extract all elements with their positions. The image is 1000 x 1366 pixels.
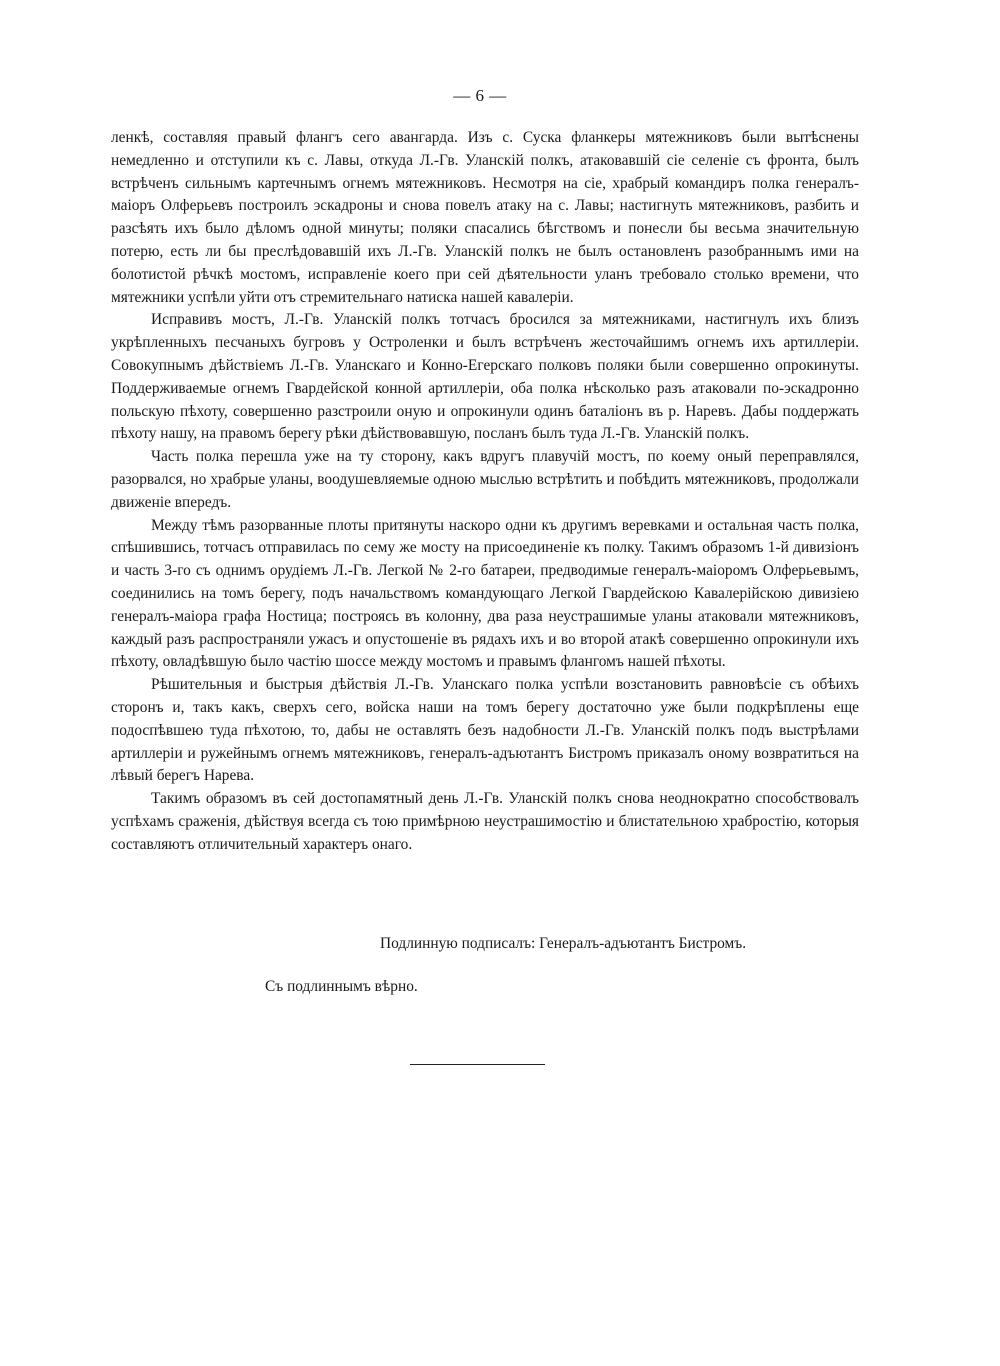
certification-note: Съ подлиннымъ вѣрно.: [265, 978, 418, 995]
paragraph: Такимъ образомъ въ сей достопамятный день Л.-Гв. Уланскій полкъ снова неоднократно способствовалъ успѣхамъ сраженія, дѣйствуя всегда съ тою примѣрною неустрашимостію и блистательною храбростію, которыя составляютъ отличительный характеръ онаго.: [111, 790, 859, 853]
paragraph: Часть полка перешла уже на ту сторону, какъ вдругъ плавучій мостъ, по коему оный переправлялся, разорвался, но храбрые уланы, воодушевляемые одною мыслью встрѣтить и побѣдить мятежниковъ, продолжали движеніе впередъ.: [111, 448, 859, 511]
signature-line: Подлинную подписалъ: Генералъ-адъютантъ Бистромъ.: [380, 935, 747, 952]
page-number: — 6 —: [453, 86, 507, 105]
paragraph: Между тѣмъ разорванные плоты притянуты наскоро одни къ другимъ веревками и остальная часть полка, спѣшившись, тотчасъ отправилась по сему же мосту на присоединеніе къ полку. Такимъ образомъ 1-й дивизіонъ и часть 3-го съ однимъ орудіемъ Л.-Гв. Легкой № 2-го батареи, предводимые генералъ-маіоромъ Олферьевымъ, соединились на томъ берегу, подъ начальствомъ командующаго Легкой Гвардейскою Кавалерійскою дивизіею генералъ-маіора графа Ностица; построясь въ колонну, два раза неустрашимые уланы атаковали мятежниковъ, каждый разъ распространяли ужасъ и опустошеніе въ рядахъ ихъ и во второй атакѣ совершенно опрокинули ихъ пѣхоту, овладѣвшую было частію шоссе между мостомъ и правымъ флангомъ нашей пѣхоты.: [111, 516, 859, 671]
paragraph: Рѣшительныя и быстрыя дѣйствія Л.-Гв. Уланскаго полка успѣли возстановить равновѣсіе съ обѣихъ сторонъ и, такъ какъ, сверхъ сего, войска наши на томъ берегу достаточно уже были подкрѣплены еще подоспѣвшею туда пѣхотою, то, дабы не оставлять безъ надобности Л.-Гв. Уланскій полкъ подъ выстрѣлами артиллеріи и ружейнымъ огнемъ мятежниковъ, генералъ-адъютантъ Бистромъ приказалъ оному возвратиться на лѣвый берегъ Нарева.: [111, 676, 859, 785]
section-divider: [410, 1064, 545, 1065]
paragraph: ленкѣ, составляя правый флангъ сего авангарда. Изъ с. Суска фланкеры мятежниковъ были вытѣснены немедленно и отступили къ с. Лавы, откуда Л.-Гв. Уланскій полкъ, атаковавшій сіе селеніе съ фронта, былъ встрѣченъ сильнымъ картечнымъ огнемъ мятежниковъ. Несмотря на сіе, храбрый командиръ полка генералъ-маіоръ Олферьевъ построилъ эскадроны и снова повелъ атаку на с. Лавы; настигнуть мятежниковъ, разбить и разсѣять ихъ было дѣломъ одной минуты; поляки спасались бѣгствомъ и понесли бы весьма значительную потерю, есть ли бы преслѣдовавшій ихъ Л.-Гв. Уланскій полкъ не былъ остановленъ разобраннымъ ими на болотистой рѣчкѣ мостомъ, исправленіе коего при сей дѣятельности уланъ требовало столько времени, что мятежники успѣли уйти отъ стремительнаго натиска нашей кавалеріи.: [111, 129, 859, 306]
body-text: [111, 127, 859, 857]
paragraph: Исправивъ мостъ, Л.-Гв. Уланскій полкъ тотчасъ бросился за мятежниками, настигнулъ ихъ близъ укрѣпленныхъ песчаныхъ бугровъ у Остроленки и былъ встрѣченъ жесточайшимъ огнемъ ихъ артиллеріи. Совокупнымъ дѣйствіемъ Л.-Гв. Уланскаго и Конно-Егерскаго полковъ поляки были совершенно опрокинуты. Поддерживаемые огнемъ Гвардейской конной артиллеріи, оба полка нѣсколько разъ атаковали по-эскадронно польскую пѣхоту, совершенно разстроили оную и опрокинули одинъ баталіонъ въ р. Наревъ. Дабы поддержать пѣхоту нашу, на правомъ берегу рѣки дѣйствовавшую, посланъ былъ туда Л.-Гв. Уланскій полкъ.: [111, 311, 859, 443]
